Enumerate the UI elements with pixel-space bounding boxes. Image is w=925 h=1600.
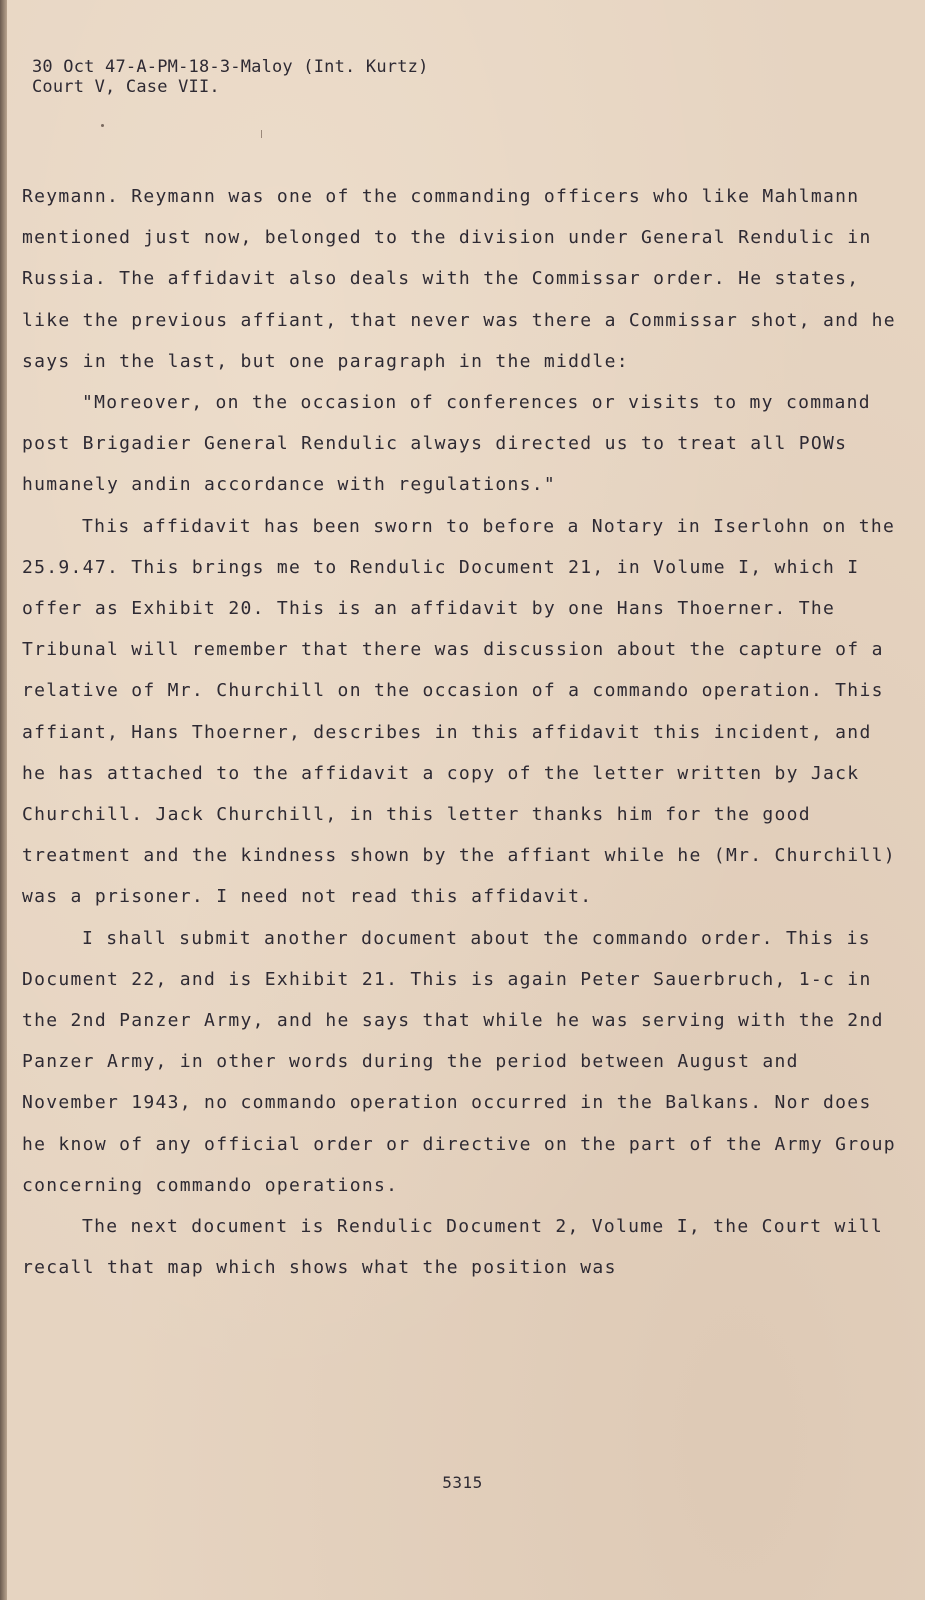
transcript-body xyxy=(22,176,902,1288)
header-court-line: Court V, Case VII. xyxy=(32,77,220,97)
paragraph-sauerbruch: I shall submit another document about the commando order. This is Document 22, and is Exhibit 21. This is again Peter Sauerbruch, 1-c in the 2nd Panzer Army, and he says that while he was serving with the 2nd Panzer Army, in other words during the period between August and November 1943, no commando operation occurred in the Balkans. Nor does he know of any official order or directive on the part of the Army Group concerning commando operations. xyxy=(22,927,896,1196)
transcript-header xyxy=(32,57,429,97)
page-edge-shadow xyxy=(0,0,7,1600)
paragraph-next-document: The next document is Rendulic Document 2, Volume I, the Court will recall that map which shows what the position was xyxy=(22,1216,884,1279)
page-number: 5315 xyxy=(442,1473,483,1492)
paragraph-quote: "Moreover, on the occasion of conferences or visits to my command post Brigadier General Rendulic always directed us to treat all POWs humanely andin accordance with regulations." xyxy=(22,392,871,496)
ink-mark xyxy=(261,130,262,138)
ink-speck xyxy=(101,124,104,127)
paragraph-thoerner: This affidavit has been sworn to before a Notary in Iserlohn on the 25.9.47. This brings me to Rendulic Document 21, in Volume I, which I offer as Exhibit 20. This is an affidavit by one Hans Thoerner. The Tribunal will remember that there was discussion about the capture of a relative of Mr. Churchill on the occasion of a commando operation. This affiant, Hans Thoerner, describes in this affidavit this incident, and he has attached to the affidavit a copy of the letter written by Jack Churchill. Jack Churchill, in this letter thanks him for the good treatment and the kindness shown by the affiant while he (Mr. Churchill) was a prisoner. I need not read this affidavit. xyxy=(22,515,896,908)
header-session-line: 30 Oct 47-A-PM-18-3-Maloy (Int. Kurtz) xyxy=(32,57,429,77)
paragraph-reymann: Reymann. Reymann was one of the commanding officers who like Mahlmann mentioned just now, belonged to the division under General Rendulic in Russia. The affidavit also deals with the Commissar order. He states, like the previous affiant, that never was there a Commissar shot, and he says in the last, but one paragraph in the middle: xyxy=(22,186,896,372)
